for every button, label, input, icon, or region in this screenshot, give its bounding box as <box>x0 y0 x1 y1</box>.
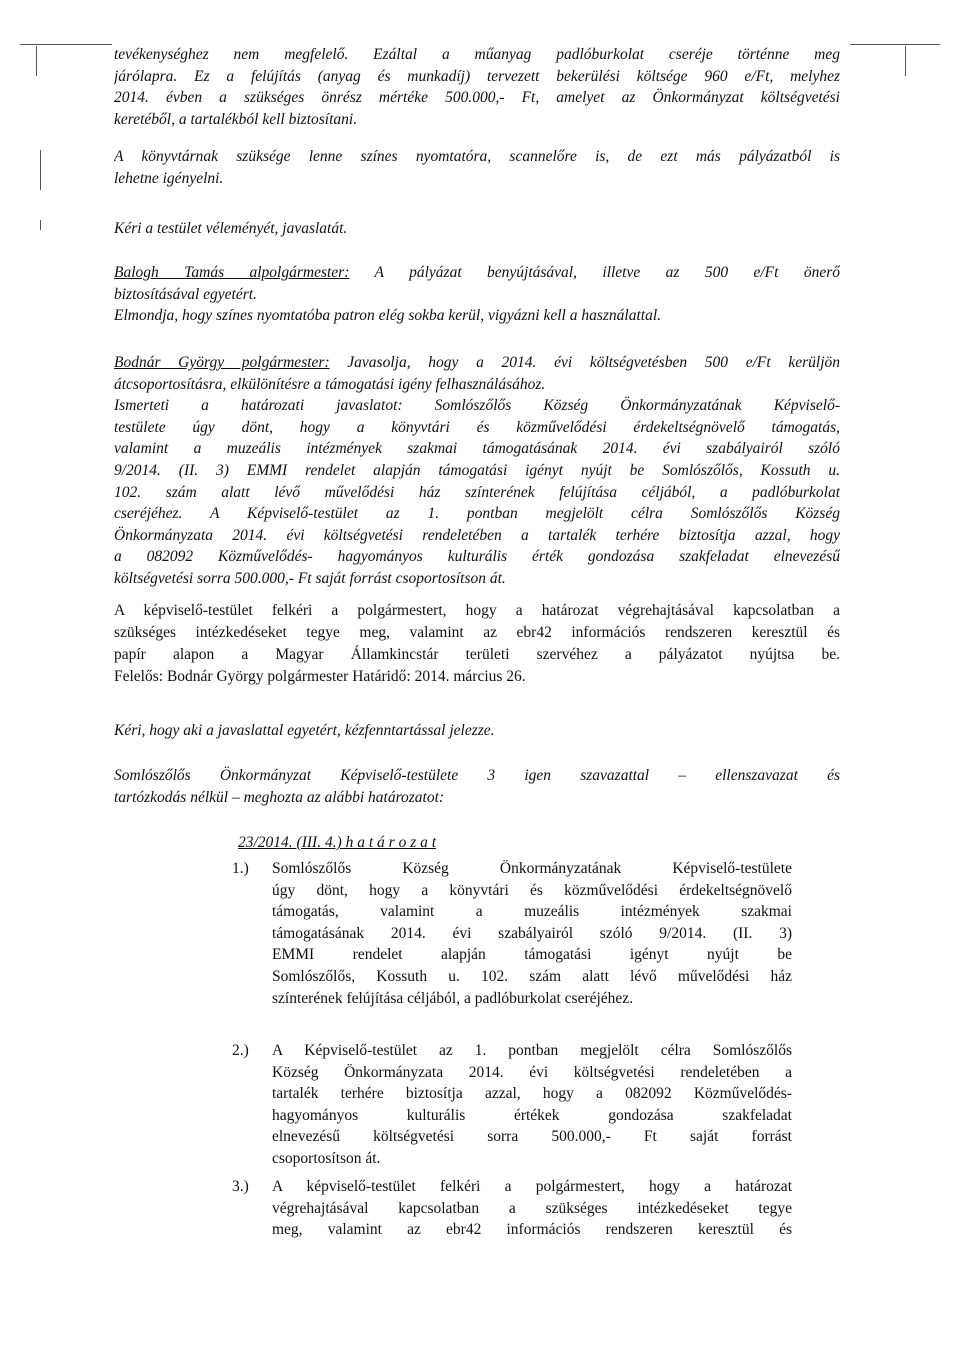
proposal-line: költségvetési sorra 500.000,- Ft saját forrást csoportosítson át. <box>114 569 506 587</box>
proposal-line: Ismerteti a határozati javaslatot: Somlószőlős Község Önkormányzatának Képviselő- <box>114 397 840 415</box>
item-line: végrehajtásával kapcsolatban a szükséges intézkedéseket tegye <box>272 1199 792 1217</box>
request-line: A képviselő-testület felkéri a polgármestert, hogy a határozat végrehajtásával kapcsolatban a <box>114 602 840 619</box>
item-number: 1.) <box>232 860 249 877</box>
bodnar-line-1-text: Javasolja, hogy a 2014. évi költségvetésben 500 e/Ft kerüljön <box>329 354 840 371</box>
proposal-line: 102. szám alatt lévő művelődési ház színterének felújítása céljából, a padlóburkolat <box>114 483 840 501</box>
request-line: papír alapon a Magyar Államkincstár területi szervéhez a pályázatot nyújtsa be. <box>114 646 840 663</box>
item-line: csoportosítson át. <box>272 1149 381 1167</box>
printer-line: A könyvtárnak szüksége lenne színes nyomtatóra, scannelőre is, de ezt más pályázatból is <box>114 148 840 165</box>
item-line: úgy dönt, hogy a könyvtári és közművelődési érdekeltségnövelő <box>272 881 792 899</box>
proposal-line: a 082092 Közművelődés- hagyományos kulturális érték gondozása szakfeladat elnevezésű <box>114 548 840 566</box>
intro-paragraph <box>114 44 840 130</box>
scan-edge-mark-top-left <box>20 44 112 45</box>
item-body <box>272 858 792 1009</box>
item-number: 3.) <box>232 1178 249 1195</box>
item-line: elnevezésű költségvetési sorra 500.000,- Ft saját forrást <box>272 1128 792 1146</box>
balogh-statement <box>114 262 840 327</box>
intro-line: keretéből, a tartalékból kell biztosítani. <box>114 110 358 128</box>
speaker-name: Bodnár György polgármester: <box>114 354 330 371</box>
intro-line: 2014. évben a szükséges önrész mértéke 500.000,- Ft, amelyet az Önkormányzat költségvetési <box>114 89 840 107</box>
request-line: Felelős: Bodnár György polgármester Határidő: 2014. március 26. <box>114 668 526 685</box>
item-body <box>272 1176 792 1241</box>
item-number: 2.) <box>232 1042 249 1059</box>
bodnar-line-2: átcsoportosításra, elkülönítésre a támogatási igény felhasználásához. <box>114 375 546 393</box>
bodnar-line-1 <box>114 352 840 374</box>
proposal-line: testülete úgy dönt, hogy a könyvtári és közművelődési érdekeltségnövelő támogatás, <box>114 418 840 436</box>
hands-text: Kéri, hogy aki a javaslattal egyetért, kézfenntartással jelezze. <box>114 722 495 739</box>
printer-paragraph <box>114 146 840 189</box>
bodnar-statement <box>114 352 840 590</box>
vote-line: Somlószőlős Önkormányzat Képviselő-testülete 3 igen szavazattal – ellenszavazat és <box>114 767 840 784</box>
proposal-line: 9/2014. (II. 3) EMMI rendelet alapján támogatási igényt nyújt be Somlószőlős, Kossuth u. <box>114 461 840 479</box>
item-line: támogatásának 2014. évi szabályairól szóló 9/2014. (II. 3) <box>272 924 792 942</box>
item-line: EMMI rendelet alapján támogatási igényt nyújt be <box>272 946 792 964</box>
scan-edge-mark-right <box>905 46 906 76</box>
balogh-line-2: biztosításával egyetért. <box>114 285 257 303</box>
vote-line: tartózkodás nélkül – meghozta az alábbi határozatot: <box>114 788 445 806</box>
request-paragraph <box>114 600 840 688</box>
item-line: színterének felújítása céljából, a padlóburkolat cseréjéhez. <box>272 989 634 1007</box>
item-line: A képviselő-testület felkéri a polgármestert, hogy a határozat <box>272 1178 792 1195</box>
hands-request <box>114 720 840 742</box>
proposal-line: cseréjéhez. A Képviselő-testület az 1. pontban megjelölt célra Somlószőlős Község <box>114 505 840 523</box>
item-line: Község Önkormányzata 2014. évi költségvetési rendeletében a <box>272 1063 792 1081</box>
proposal-line: valamint a muzeális intézmények szakmai támogatásának 2014. évi szabályairól szóló <box>114 440 840 458</box>
item-line: Somlószőlős, Kossuth u. 102. szám alatt lévő művelődési ház <box>272 967 792 985</box>
opinion-text: Kéri a testület véleményét, javaslatát. <box>114 220 348 237</box>
intro-line: tevékenységhez nem megfelelő. Ezáltal a műanyag padlóburkolat cseréje történne meg <box>114 46 840 63</box>
request-line: szükséges intézkedéseket tegye meg, valamint az ebr42 információs rendszeren keresztül és <box>114 624 840 641</box>
resolution-heading: 23/2014. (III. 4.) h a t á r o z a t <box>238 834 437 851</box>
item-line: támogatás, valamint a muzeális intézmények szakmai <box>272 903 792 921</box>
item-line: A Képviselő-testület az 1. pontban megjelölt célra Somlószőlős <box>272 1042 792 1059</box>
scan-edge-mark-left-2 <box>40 150 41 190</box>
item-line: hagyományos kulturális értékek gondozása szakfeladat <box>272 1106 792 1124</box>
item-body <box>272 1040 792 1170</box>
balogh-line-1 <box>114 262 840 284</box>
speaker-name: Balogh Tamás alpolgármester: <box>114 264 350 281</box>
scan-edge-mark-top-right <box>850 44 940 45</box>
item-line: Somlószőlős Község Önkormányzatának Képviselő-testülete <box>272 860 792 877</box>
proposal-line: Önkormányzata 2014. évi költségvetési rendeletében a tartalék terhére biztosítja azzal, hogy <box>114 526 840 544</box>
item-line: meg, valamint az ebr42 információs rendszeren keresztül és <box>272 1221 792 1239</box>
printer-line: lehetne igényelni. <box>114 169 224 187</box>
balogh-line-3: Elmondja, hogy színes nyomtatóba patron elég sokba kerül, vigyázni kell a használattal. <box>114 307 662 325</box>
balogh-line-1-text: A pályázat benyújtásával, illetve az 500 e/Ft önerő <box>349 264 840 281</box>
scan-edge-mark-left-3 <box>40 220 41 230</box>
opinion-request <box>114 218 840 240</box>
scan-edge-mark-left <box>36 46 37 76</box>
item-line: tartalék terhére biztosítja azzal, hogy a 082092 Közművelődés- <box>272 1085 792 1103</box>
vote-result <box>114 765 840 808</box>
intro-line: járólapra. Ez a felújítás (anyag és munkadíj) tervezett bekerülési költsége 960 e/Ft, melyhez <box>114 67 840 85</box>
